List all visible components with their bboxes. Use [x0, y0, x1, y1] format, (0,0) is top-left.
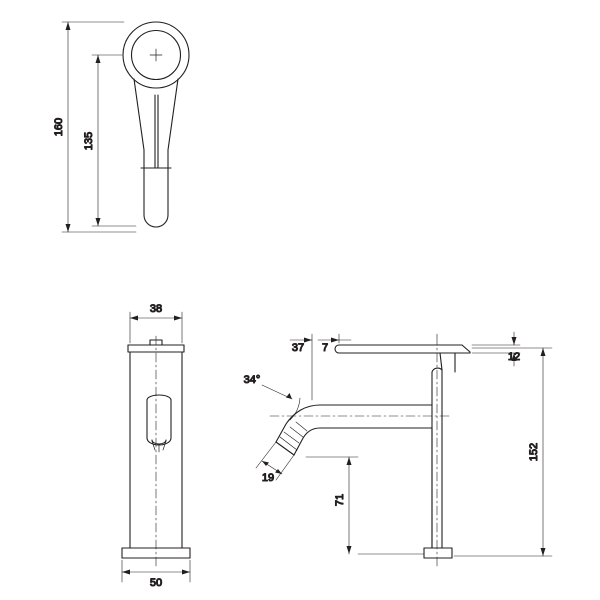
dim-top-overall-length: [66, 22, 71, 232]
dim-label-side-lever-offset: 7: [321, 342, 329, 354]
dim-side-spout-height: [347, 457, 352, 554]
dim-label-side-spout-angle: 34°: [243, 374, 261, 386]
dim-label-side-spout-tip-width: 19: [261, 472, 275, 484]
dim-front-body-width: [130, 316, 182, 321]
dim-side-total-height: [541, 348, 546, 556]
side-view-spout-height-extension-lines: [306, 457, 424, 554]
dim-label-top-overall-length: 160: [53, 117, 65, 137]
dim-label-top-handle-length: 135: [83, 131, 95, 151]
top-view-center-mark: [150, 49, 162, 61]
side-view-angle-arc: [262, 385, 300, 420]
dim-label-front-body-width: 38: [149, 303, 163, 315]
dim-front-base-width: [122, 570, 190, 575]
side-view-geometry: [276, 345, 470, 558]
side-view-centerlines: [270, 336, 450, 566]
dim-top-handle-length: [96, 55, 101, 226]
dim-label-side-spout-reach: 37: [291, 342, 305, 354]
side-view-top-extension-lines: [312, 334, 520, 400]
dim-label-front-base-width: 50: [149, 577, 163, 589]
top-view-extension-lines: [62, 22, 136, 232]
dim-label-side-spout-height: 71: [334, 493, 346, 507]
dim-label-side-total-height: 152: [528, 442, 540, 462]
dim-label-side-lever-thickness: 12: [507, 351, 521, 363]
